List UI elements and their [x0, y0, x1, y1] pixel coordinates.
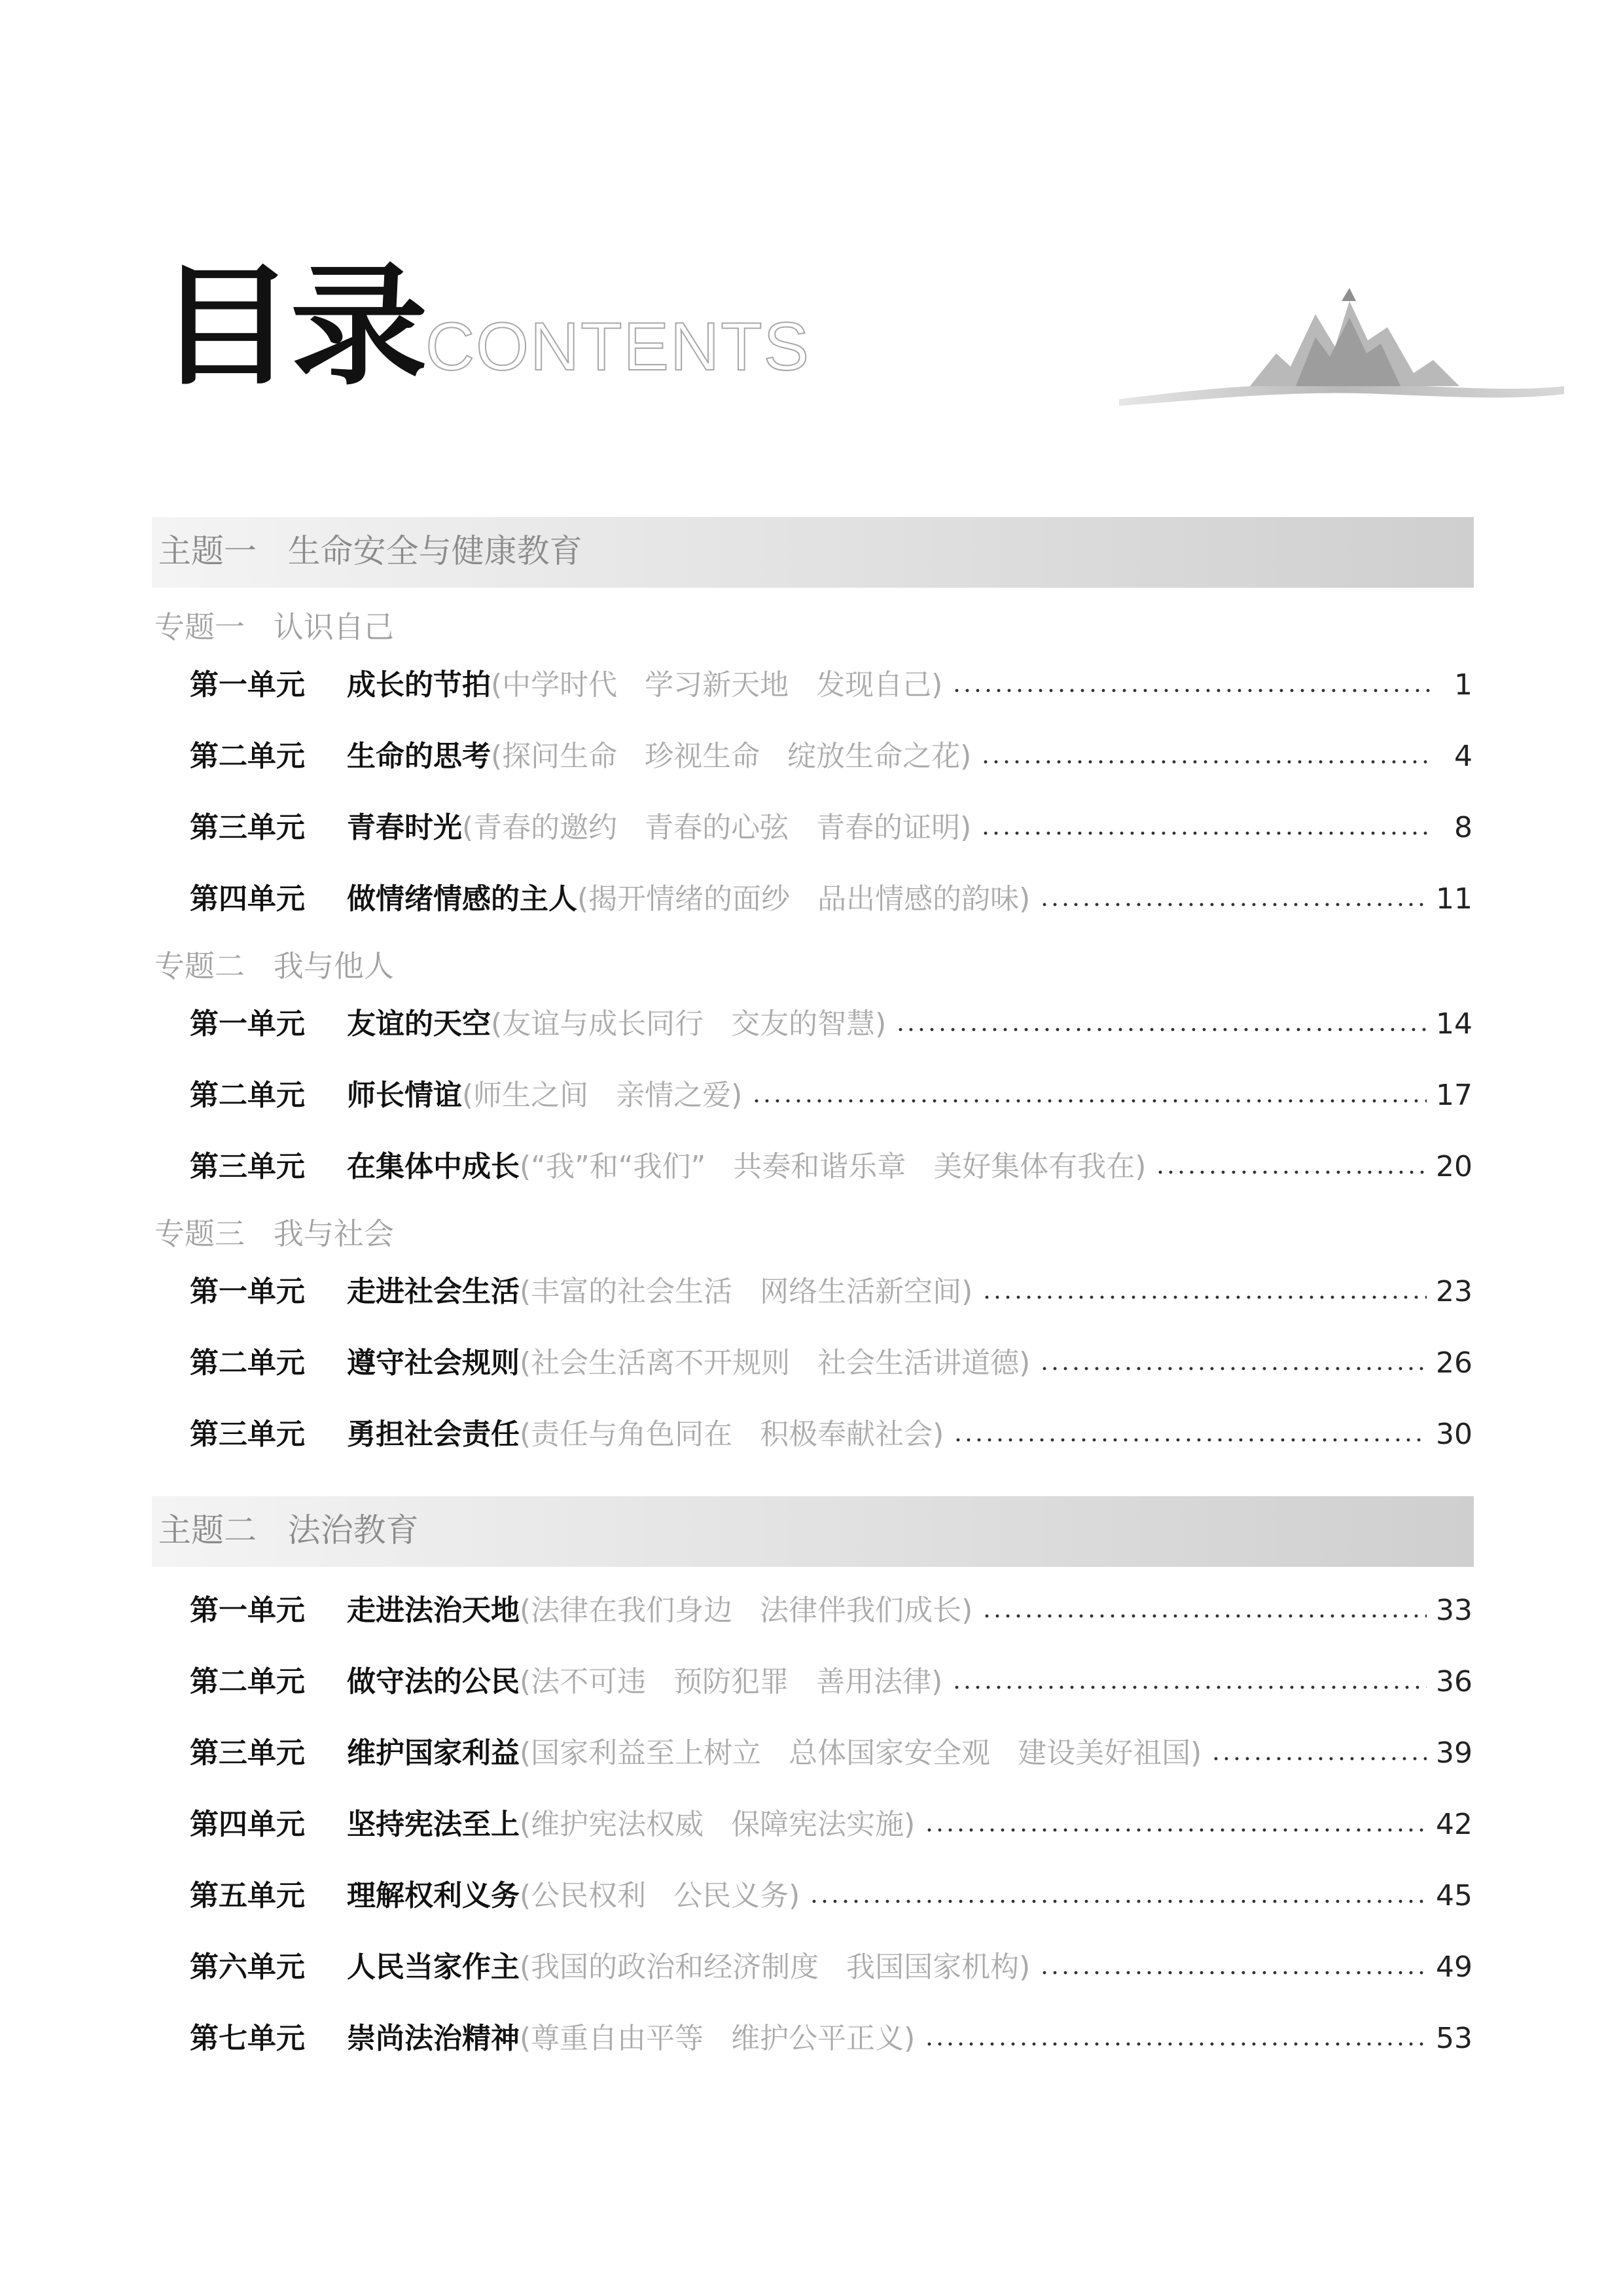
page-number: 45 [1436, 1879, 1472, 1912]
dot-leader [1039, 1971, 1427, 1975]
toc-entry[interactable] [190, 662, 1472, 708]
unit-number: 第二单元 [190, 740, 305, 773]
unit-number: 第一单元 [190, 1007, 305, 1041]
unit-subtopics: (丰富的社会生活 网络生活新空间) [520, 1275, 973, 1308]
unit-number: 第三单元 [190, 811, 305, 844]
toc-entry[interactable] [190, 1731, 1472, 1776]
theme-label: 主题一 生命安全与健康教育 [158, 532, 582, 570]
unit-title: 人民当家作主 [347, 1950, 520, 1984]
dot-leader [895, 1028, 1427, 1031]
dot-leader [982, 1295, 1427, 1299]
toc-entry[interactable] [190, 1945, 1472, 1990]
mountain-landscape-icon [1119, 275, 1564, 419]
unit-title: 友谊的天空 [347, 1007, 491, 1041]
toc-entry[interactable] [190, 1269, 1472, 1315]
toc-entry[interactable] [190, 1412, 1472, 1458]
unit-subtopics: (青春的邀约 青春的心弦 青春的证明) [462, 811, 972, 844]
theme-label: 主题二 法治教育 [158, 1511, 419, 1549]
unit-title: 做守法的公民 [347, 1665, 520, 1698]
unit-number: 第一单元 [190, 1275, 305, 1308]
page-number: 8 [1454, 811, 1472, 844]
topic-header: 专题二 我与他人 [154, 948, 394, 984]
unit-title: 成长的节拍 [347, 668, 491, 702]
page-number: 26 [1436, 1346, 1472, 1380]
unit-subtopics: (探问生命 珍视生命 绽放生命之花) [491, 740, 972, 773]
toc-entry[interactable] [190, 1340, 1472, 1386]
topic-header: 专题一 认识自己 [154, 609, 394, 645]
dot-leader [952, 1685, 1427, 1689]
unit-title: 走进社会生活 [347, 1275, 520, 1308]
unit-number: 第五单元 [190, 1879, 305, 1912]
dot-leader [982, 1614, 1427, 1618]
dot-leader [953, 1438, 1427, 1442]
dot-leader [1155, 1170, 1427, 1174]
page-number: 53 [1436, 2022, 1472, 2055]
theme-header [152, 517, 1474, 588]
page-number: 20 [1436, 1150, 1472, 1183]
unit-subtopics: (法不可违 预防犯罪 善用法律) [520, 1665, 943, 1698]
unit-title: 做情绪情感的主人 [347, 882, 577, 916]
unit-title: 遵守社会规则 [347, 1346, 520, 1380]
toc-entry[interactable] [190, 734, 1472, 780]
unit-subtopics: (法律在我们身边 法律伴我们成长) [520, 1594, 973, 1627]
unit-number: 第七单元 [190, 2022, 305, 2055]
dot-leader [980, 760, 1431, 764]
unit-title: 理解权利义务 [347, 1879, 520, 1912]
page-header [157, 251, 1400, 419]
page-number: 14 [1436, 1007, 1472, 1041]
unit-subtopics: (揭开情绪的面纱 品出情感的韵味) [577, 882, 1031, 916]
unit-subtopics: (责任与角色同在 积极奉献社会) [520, 1418, 944, 1451]
unit-number: 第一单元 [190, 668, 305, 702]
page-number: 49 [1436, 1950, 1472, 1984]
page-number: 11 [1436, 882, 1472, 916]
unit-title: 生命的思考 [347, 740, 491, 773]
page-number: 39 [1436, 1736, 1472, 1770]
dot-leader [980, 831, 1431, 835]
dot-leader [952, 689, 1431, 692]
toc-entry[interactable] [190, 1802, 1472, 1848]
unit-title: 走进法治天地 [347, 1594, 520, 1627]
page-number: 17 [1436, 1079, 1472, 1112]
unit-subtopics: (公民权利 公民义务) [520, 1879, 800, 1912]
unit-subtopics: (中学时代 学习新天地 发现自己) [491, 668, 943, 702]
unit-number: 第六单元 [190, 1950, 305, 1984]
toc-entry[interactable] [190, 1588, 1472, 1634]
unit-subtopics: (“我”和“我们” 共奏和谐乐章 美好集体有我在) [520, 1150, 1147, 1183]
dot-leader [809, 1899, 1427, 1903]
unit-number: 第二单元 [190, 1079, 305, 1112]
page-number: 1 [1454, 668, 1472, 702]
page-number: 4 [1454, 740, 1472, 773]
dot-leader [1211, 1757, 1427, 1761]
toc-entry[interactable] [190, 1144, 1472, 1190]
unit-subtopics: (国家利益至上树立 总体国家安全观 建设美好祖国) [520, 1736, 1202, 1770]
toc-entry[interactable] [190, 1659, 1472, 1705]
unit-number: 第三单元 [190, 1150, 305, 1183]
unit-number: 第四单元 [190, 882, 305, 916]
page-number: 23 [1436, 1275, 1472, 1308]
topic-header: 专题三 我与社会 [154, 1216, 394, 1251]
dot-leader [1039, 903, 1427, 906]
unit-number: 第四单元 [190, 1808, 305, 1841]
unit-title: 坚持宪法至上 [347, 1808, 520, 1841]
toc-entry[interactable] [190, 805, 1472, 851]
dot-leader [751, 1099, 1427, 1103]
page-number: 42 [1436, 1808, 1472, 1841]
page-number: 36 [1436, 1665, 1472, 1698]
dot-leader [924, 1828, 1427, 1832]
unit-subtopics: (社会生活离不开规则 社会生活讲道德) [520, 1346, 1031, 1380]
unit-title: 崇尚法治精神 [347, 2022, 520, 2055]
theme-header [152, 1496, 1474, 1567]
unit-number: 第二单元 [190, 1346, 305, 1380]
page-number: 33 [1436, 1594, 1472, 1627]
toc-entry[interactable] [190, 1073, 1472, 1119]
unit-title: 勇担社会责任 [347, 1418, 520, 1451]
unit-number: 第一单元 [190, 1594, 305, 1627]
unit-subtopics: (尊重自由平等 维护公平正义) [520, 2022, 916, 2055]
unit-title: 青春时光 [347, 811, 462, 844]
dot-leader [1039, 1367, 1427, 1371]
unit-title: 在集体中成长 [347, 1150, 520, 1183]
unit-number: 第三单元 [190, 1418, 305, 1451]
toc-entry[interactable] [190, 2016, 1472, 2062]
unit-title: 维护国家利益 [347, 1736, 520, 1770]
page-number: 30 [1436, 1418, 1472, 1451]
page-title: 目录 [157, 251, 424, 403]
unit-number: 第三单元 [190, 1736, 305, 1770]
unit-subtopics: (我国的政治和经济制度 我国国家机构) [520, 1950, 1031, 1984]
dot-leader [924, 2042, 1427, 2046]
unit-number: 第二单元 [190, 1665, 305, 1698]
toc-entry[interactable] [190, 1001, 1472, 1047]
unit-subtopics: (友谊与成长同行 交友的智慧) [491, 1007, 887, 1041]
toc-entry[interactable] [190, 876, 1472, 922]
page-subtitle: CONTENTS [425, 309, 810, 385]
unit-subtopics: (维护宪法权威 保障宪法实施) [520, 1808, 916, 1841]
unit-subtopics: (师生之间 亲情之爱) [462, 1079, 743, 1112]
unit-title: 师长情谊 [347, 1079, 462, 1112]
toc-entry[interactable] [190, 1873, 1472, 1919]
